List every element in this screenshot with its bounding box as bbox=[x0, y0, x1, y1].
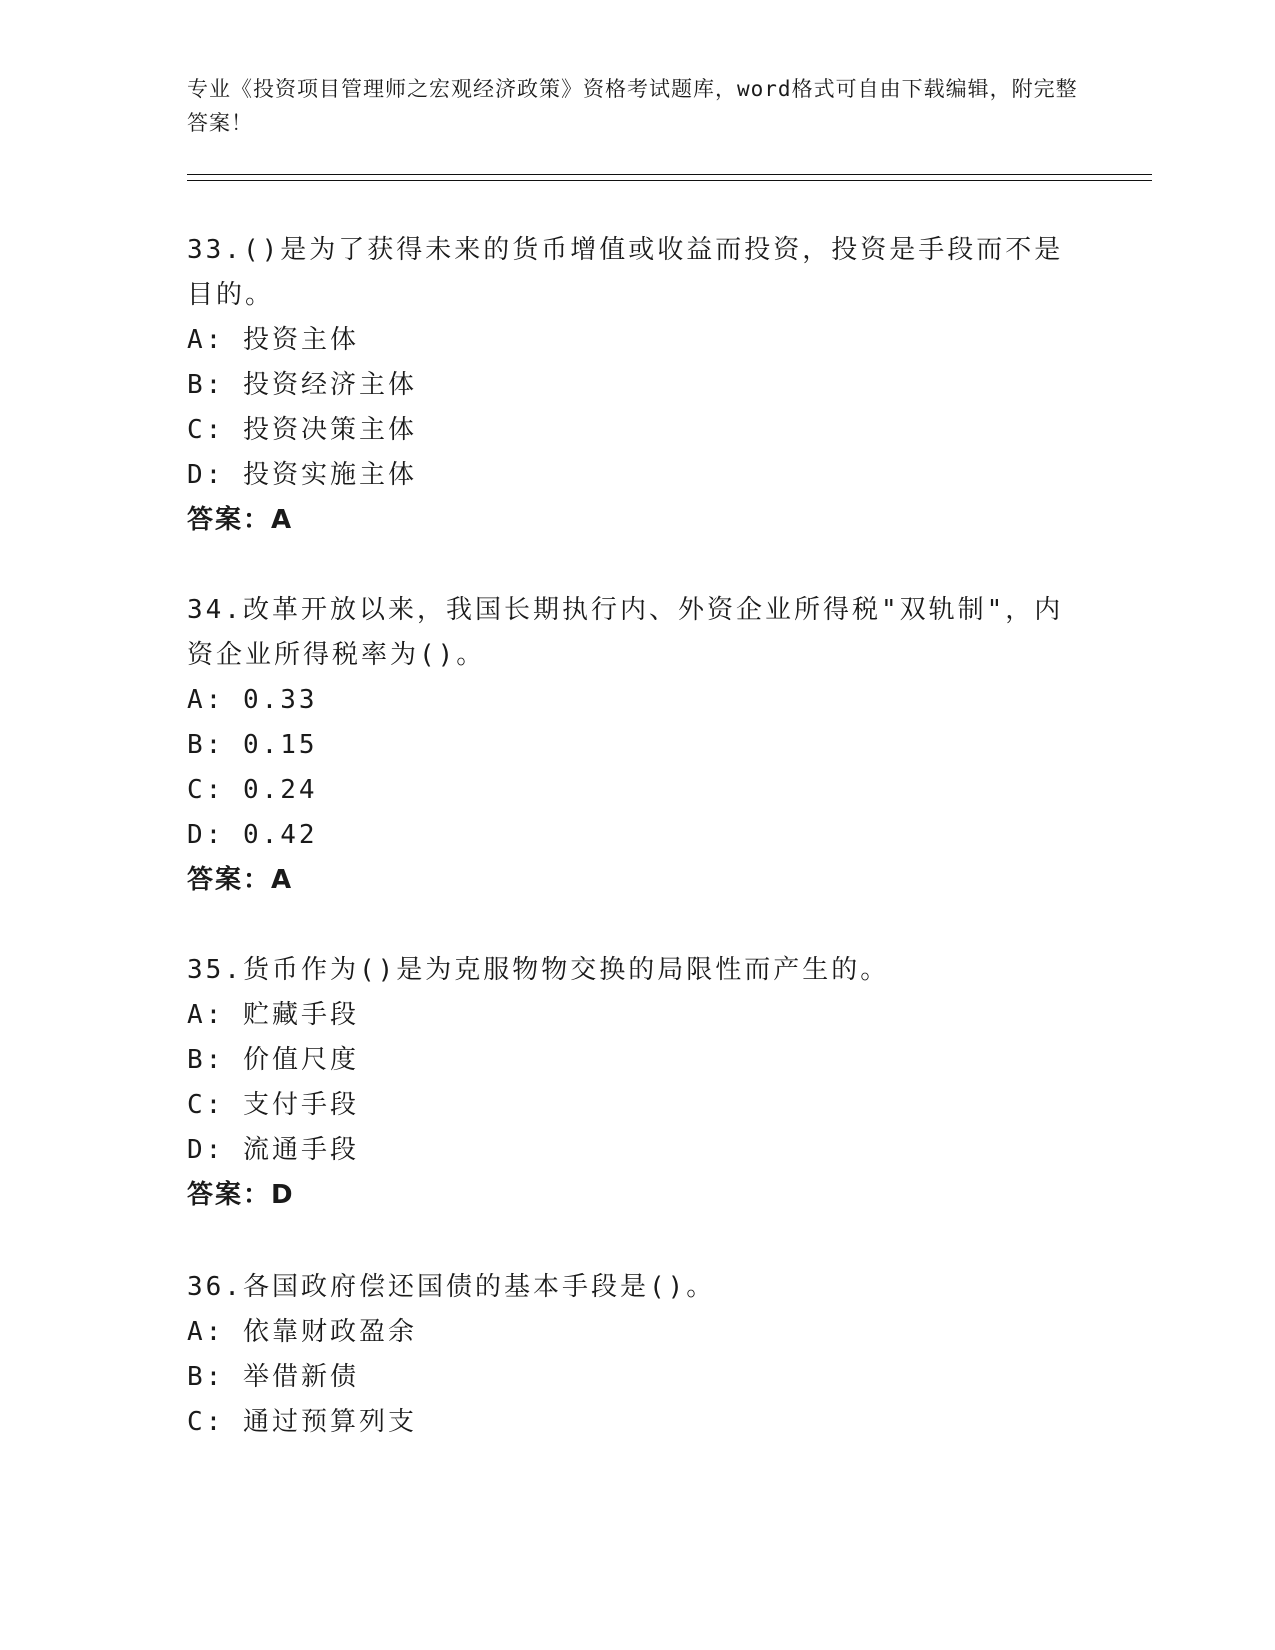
question-stem: 33.()是为了获得未来的货币增值或收益而投资，投资是手段而不是目的。 bbox=[187, 235, 1064, 310]
header-divider-top bbox=[187, 174, 1152, 175]
option-a: A: 0.33 bbox=[187, 685, 318, 715]
header-divider-bottom bbox=[187, 180, 1152, 181]
answer-line: 答案：A bbox=[187, 865, 294, 895]
answer-line: 答案：A bbox=[187, 505, 294, 535]
option-b: B: 举借新债 bbox=[187, 1362, 359, 1392]
option-b: B: 0.15 bbox=[187, 730, 318, 760]
option-d: D: 投资实施主体 bbox=[187, 460, 417, 490]
question-stem: 36.各国政府偿还国债的基本手段是()。 bbox=[187, 1272, 716, 1302]
option-b: B: 价值尺度 bbox=[187, 1045, 359, 1075]
document-header: 专业《投资项目管理师之宏观经济政策》资格考试题库，word格式可自由下载编辑，附完整答案！ bbox=[187, 77, 1078, 135]
option-a: A: 投资主体 bbox=[187, 325, 359, 355]
option-c: C: 通过预算列支 bbox=[187, 1407, 417, 1437]
question-33 bbox=[187, 228, 1087, 543]
question-stem: 35.货币作为()是为克服物物交换的局限性而产生的。 bbox=[187, 955, 890, 985]
question-36 bbox=[187, 1265, 1087, 1445]
option-b: B: 投资经济主体 bbox=[187, 370, 417, 400]
option-a: A: 依靠财政盈余 bbox=[187, 1317, 417, 1347]
option-d: D: 0.42 bbox=[187, 820, 318, 850]
question-35 bbox=[187, 948, 1087, 1218]
answer-line: 答案：D bbox=[187, 1180, 295, 1210]
option-c: C: 投资决策主体 bbox=[187, 415, 417, 445]
option-d: D: 流通手段 bbox=[187, 1135, 359, 1165]
question-34 bbox=[187, 588, 1087, 903]
question-stem: 34.改革开放以来，我国长期执行内、外资企业所得税"双轨制"，内资企业所得税率为()。 bbox=[187, 595, 1064, 670]
option-c: C: 0.24 bbox=[187, 775, 318, 805]
option-c: C: 支付手段 bbox=[187, 1090, 359, 1120]
option-a: A: 贮藏手段 bbox=[187, 1000, 359, 1030]
